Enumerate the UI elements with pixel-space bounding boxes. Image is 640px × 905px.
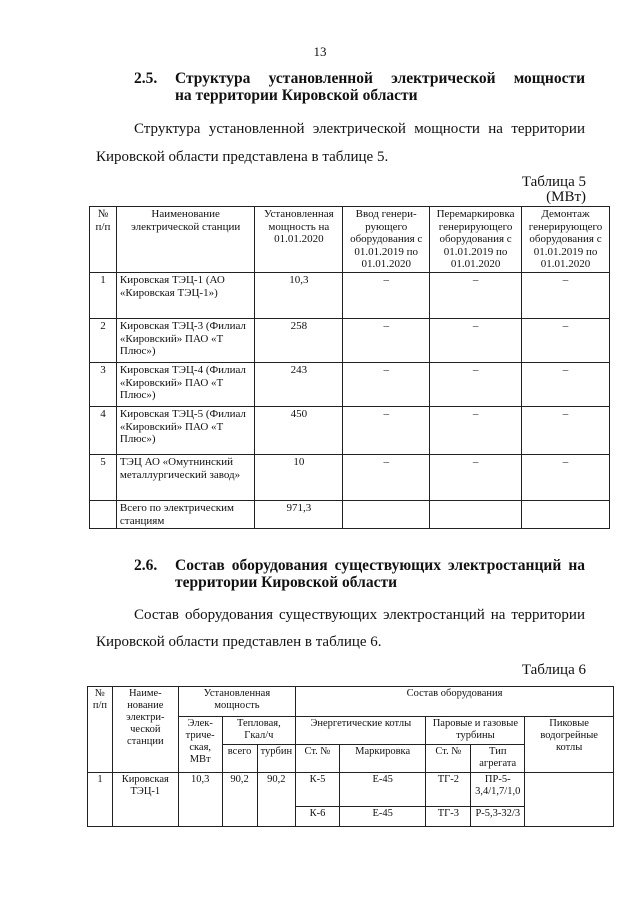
- section-2-5-paragraph-line1: Структура установленной электрической мощности на территории: [134, 121, 585, 137]
- row-num: 5: [90, 455, 117, 501]
- row-electric: 10,3: [178, 773, 222, 827]
- t6-header-boiler-st: Ст. №: [296, 745, 340, 773]
- t6-header-station: Наиме-нование электри-ческой станции: [112, 687, 178, 773]
- total-label: Всего по электрическим станциям: [116, 501, 255, 529]
- row-station-name: Кировская ТЭЦ-1: [112, 773, 178, 827]
- row-capacity: 243: [255, 363, 343, 407]
- table5-header-dismantle: Демонтаж генерирующего оборудования с 01.01.2019 по 01.01.2020: [522, 207, 610, 273]
- boiler-st: К-5: [296, 773, 340, 807]
- row-input: –: [343, 363, 430, 407]
- row-thermal-turbin: 90,2: [257, 773, 296, 827]
- t6-header-boilers: Энергетические котлы: [296, 717, 426, 745]
- section-2-5-paragraph-line2: Кировской области представлена в таблице 5.: [96, 149, 389, 165]
- turbine-type: Р-5,3-32/3: [471, 807, 525, 827]
- row-input: –: [343, 319, 430, 363]
- t6-header-marking: Маркировка: [339, 745, 426, 773]
- table5-header-row: [90, 207, 610, 273]
- row-remark: –: [430, 273, 522, 319]
- section-2-6-title-line1: Состав оборудования существующих электростанций на: [175, 557, 585, 574]
- table-row: [90, 363, 610, 407]
- table5-label: Таблица 5: [521, 174, 586, 190]
- row-num: 2: [90, 319, 117, 363]
- t6-header-unit-type: Тип агрегата: [471, 745, 525, 773]
- row-dismantle: –: [522, 319, 610, 363]
- section-2-5-number: 2.5.: [134, 70, 158, 87]
- section-2-6-number: 2.6.: [134, 557, 158, 574]
- t6-header-thermal-total: всего: [222, 745, 257, 773]
- row-input: –: [343, 407, 430, 455]
- row-station-name: Кировская ТЭЦ-1 (АО «Кировская ТЭЦ-1»): [116, 273, 255, 319]
- t6-header-thermal-turbin: турбин: [257, 745, 296, 773]
- table5-header-input: Ввод генери-рующего оборудования с 01.01.2019 по 01.01.2020: [343, 207, 430, 273]
- t6-header-equipment: Состав оборудования: [296, 687, 614, 717]
- row-dismantle: –: [522, 363, 610, 407]
- table-row: [90, 319, 610, 363]
- row-station-name: Кировская ТЭЦ-4 (Филиал «Кировский» ПАО «Т Плюс»): [116, 363, 255, 407]
- row-num: 1: [88, 773, 113, 827]
- turbine-st: ТГ-3: [426, 807, 471, 827]
- table-6: [87, 686, 614, 827]
- t6-header-turbine-st: Ст. №: [426, 745, 471, 773]
- section-2-6-title-line2: территории Кировской области: [175, 574, 398, 591]
- row-num: 3: [90, 363, 117, 407]
- boiler-marking: Е-45: [339, 773, 426, 807]
- table-row: [88, 773, 614, 807]
- row-remark: –: [430, 407, 522, 455]
- row-remark: –: [430, 455, 522, 501]
- table-5: [89, 206, 610, 529]
- total-capacity: 971,3: [255, 501, 343, 529]
- section-2-6-paragraph-line1: Состав оборудования существующих электростанций на территории: [134, 607, 585, 623]
- section-2-5-title-line1: Структура установленной электрической мощности: [175, 70, 585, 87]
- page-number: 13: [313, 44, 327, 59]
- t6-header-turbines: Паровые и газовые турбины: [426, 717, 525, 745]
- row-capacity: 450: [255, 407, 343, 455]
- turbine-st: ТГ-2: [426, 773, 471, 807]
- row-dismantle: –: [522, 407, 610, 455]
- row-dismantle: –: [522, 273, 610, 319]
- table5-total-row: [90, 501, 610, 529]
- t6-header-electric: Элек-триче-ская, МВт: [178, 717, 222, 773]
- row-dismantle: –: [522, 455, 610, 501]
- t6-header-peak: Пиковые водогрейные котлы: [525, 717, 614, 773]
- row-station-name: ТЭЦ АО «Омутнинский металлургический завод»: [116, 455, 255, 501]
- table5-header-name: Наименование электрической станции: [116, 207, 255, 273]
- section-2-5-title-line2: на территории Кировской области: [175, 87, 418, 104]
- row-station-name: Кировская ТЭЦ-5 (Филиал «Кировский» ПАО «Т Плюс»): [116, 407, 255, 455]
- t6-header-installed: Установленная мощность: [178, 687, 295, 717]
- table5-header-remark: Перемаркировка генерирующего оборудования с 01.01.2019 по 01.01.2020: [430, 207, 522, 273]
- row-num: 1: [90, 273, 117, 319]
- turbine-type: ПР-5-3,4/1,7/1,0: [471, 773, 525, 807]
- boiler-marking: Е-45: [339, 807, 426, 827]
- row-capacity: 10,3: [255, 273, 343, 319]
- row-num: 4: [90, 407, 117, 455]
- t6-header-num: № п/п: [88, 687, 113, 773]
- row-thermal-total: 90,2: [222, 773, 257, 827]
- table-row: [90, 455, 610, 501]
- table-row: [90, 273, 610, 319]
- row-input: –: [343, 455, 430, 501]
- boiler-st: К-6: [296, 807, 340, 827]
- row-input: –: [343, 273, 430, 319]
- table6-label: Таблица 6: [521, 662, 586, 678]
- row-remark: –: [430, 363, 522, 407]
- t6-header-thermal: Тепловая, Гкал/ч: [222, 717, 295, 745]
- row-capacity: 258: [255, 319, 343, 363]
- table-row: [90, 407, 610, 455]
- row-capacity: 10: [255, 455, 343, 501]
- row-remark: –: [430, 319, 522, 363]
- section-2-6-paragraph-line2: Кировской области представлен в таблице 6.: [96, 634, 382, 650]
- table5-unit: (МВт): [546, 189, 586, 205]
- table5-header-capacity: Установленная мощность на 01.01.2020: [255, 207, 343, 273]
- row-station-name: Кировская ТЭЦ-3 (Филиал «Кировский» ПАО «Т Плюс»): [116, 319, 255, 363]
- table5-header-num: № п/п: [90, 207, 117, 273]
